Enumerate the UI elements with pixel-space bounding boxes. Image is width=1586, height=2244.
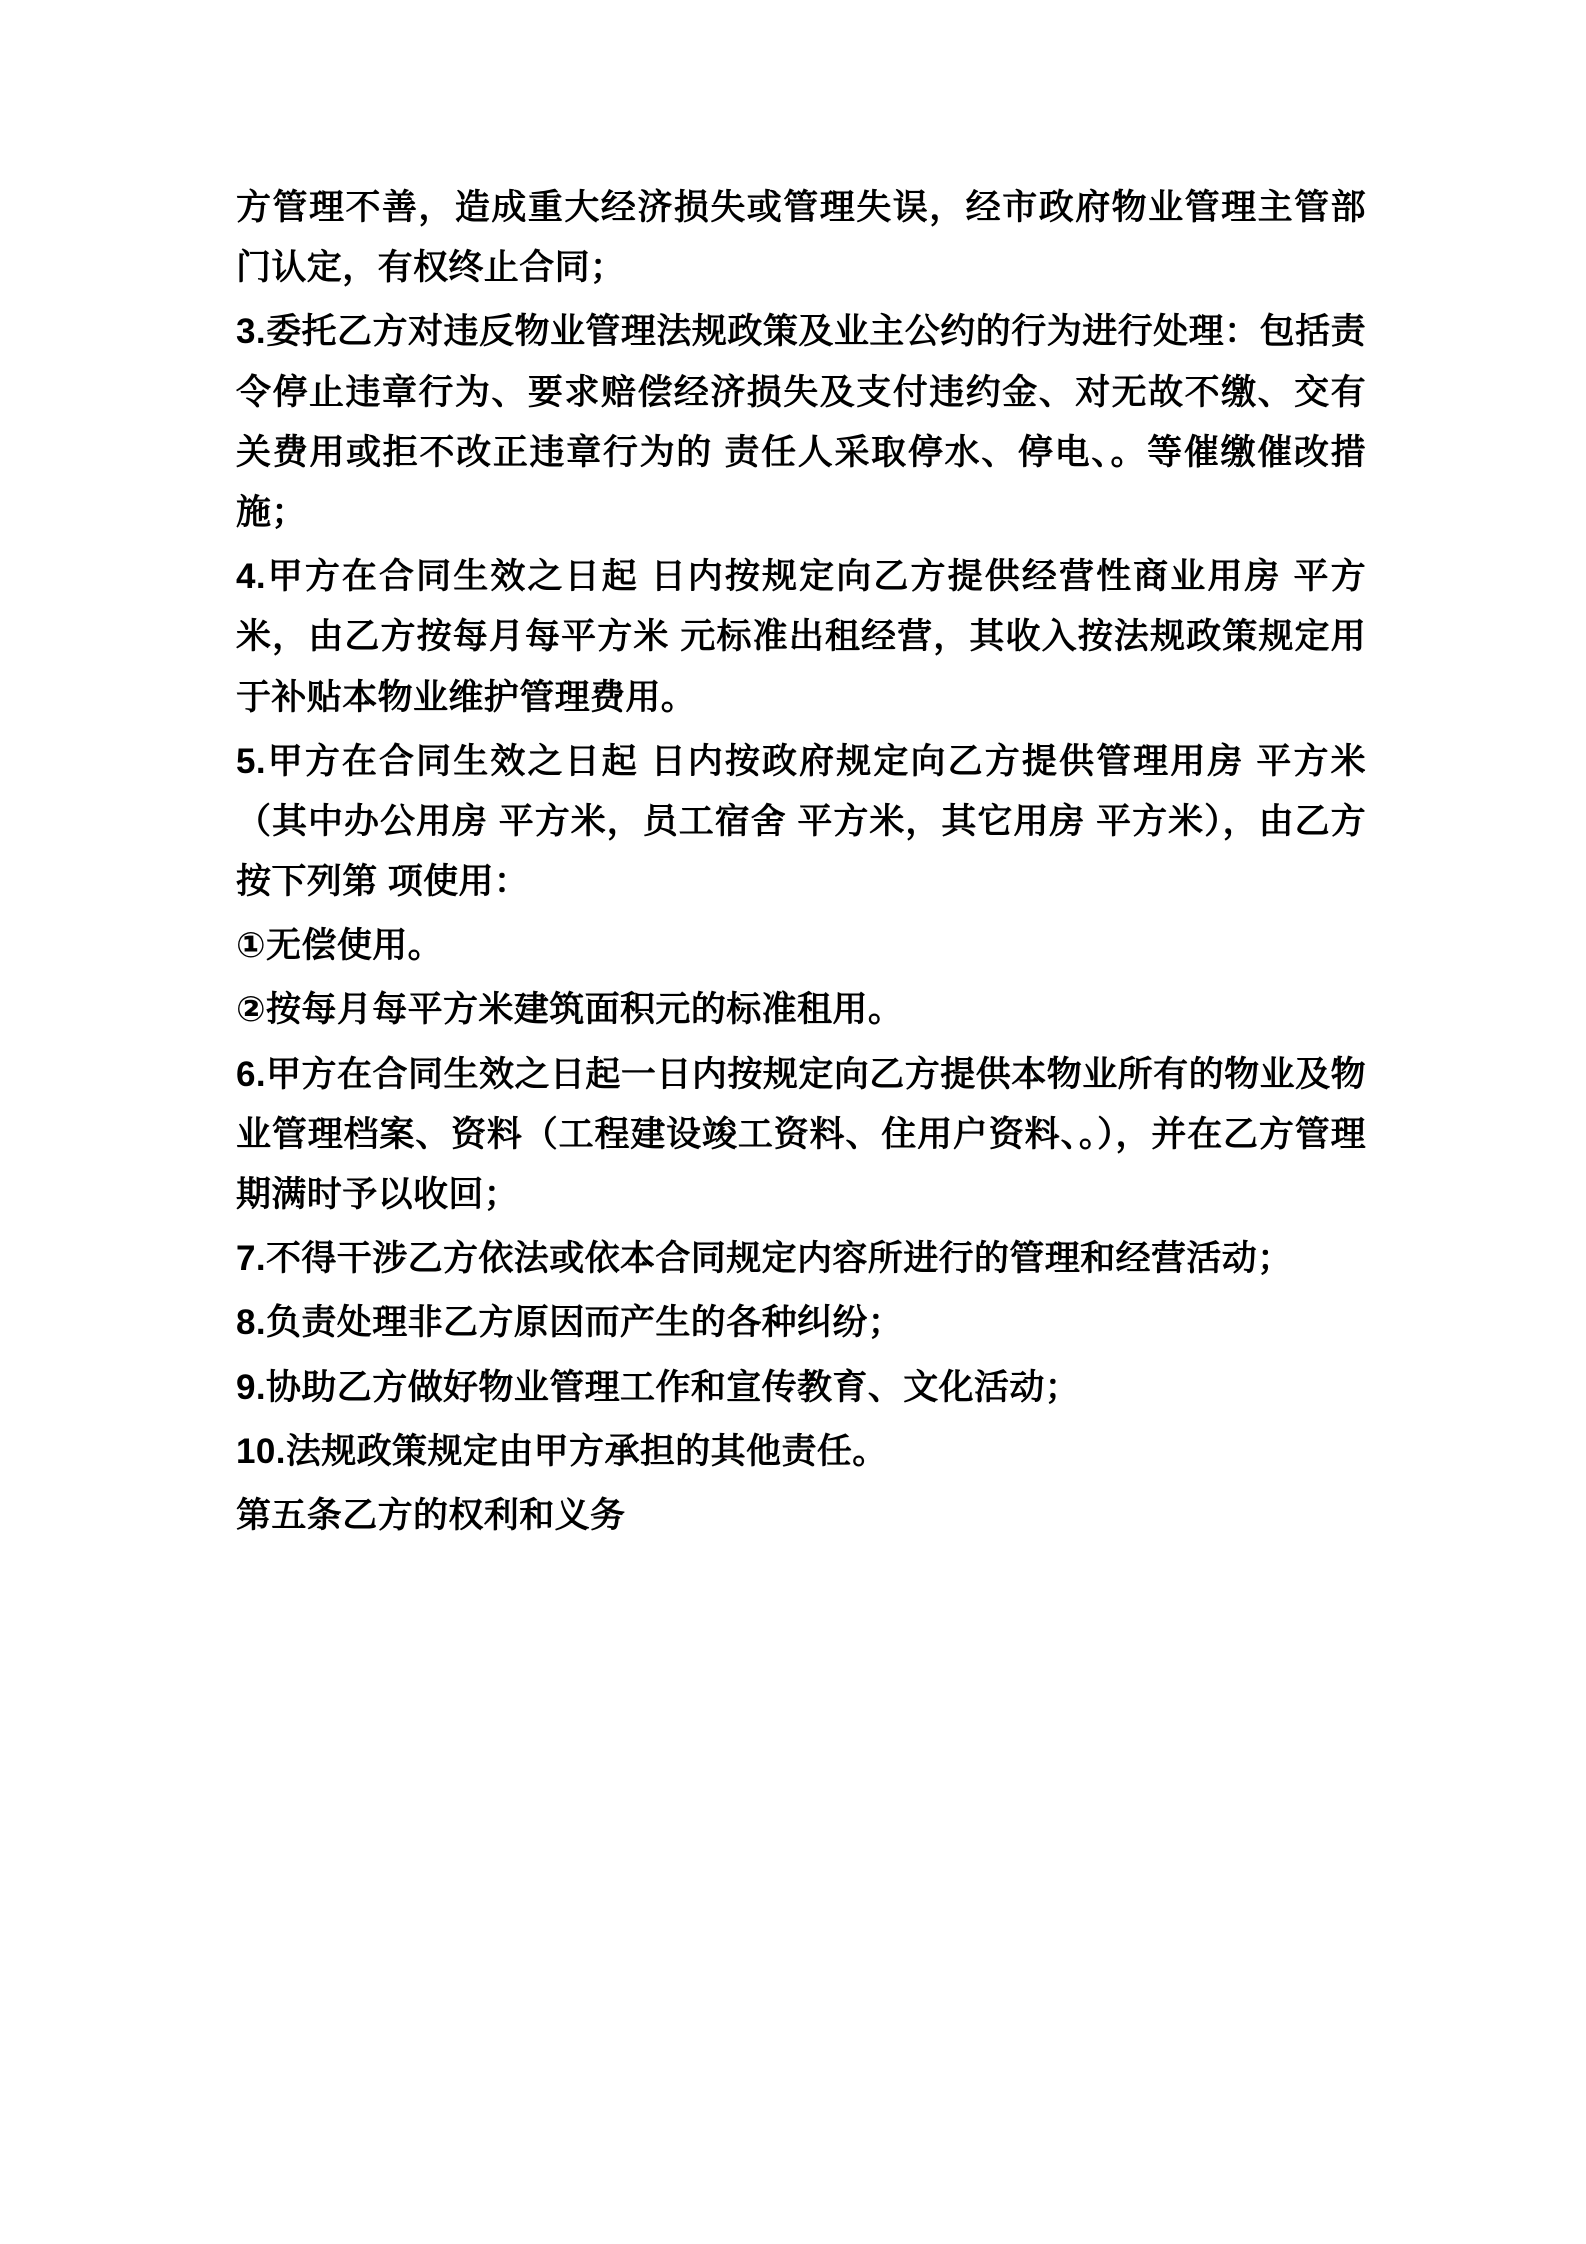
- paragraph-option-2: ②按每月每平方米建筑面积元的标准租用。: [236, 990, 904, 1030]
- paragraph-item-5: 5.甲方在合同生效之日起 日内按政府规定向乙方提供管理用房 平方米（其中办公用房 平方米，员工宿舍 平方米，其它用房 平方米），由乙方按下列第 项使用：: [236, 741, 1366, 902]
- paragraph-item-8: 8.负责处理非乙方原因而产生的各种纠纷；: [236, 1303, 904, 1343]
- paragraph-item-4: 4.甲方在合同生效之日起 日内按规定向乙方提供经营性商业用房 平方米，由乙方按每月每平方米 元标准出租经营，其收入按法规政策规定用于补贴本物业维护管理费用。: [236, 557, 1366, 717]
- paragraph-item-9: 9.协助乙方做好物业管理工作和宣传教育、文化活动；: [236, 1367, 1081, 1407]
- paragraph-item-3: 3.委托乙方对违反物业管理法规政策及业主公约的行为进行处理：包括责令停止违章行为、要求赔偿经济损失及支付违约金、对无故不缴、交有关费用或拒不改正违章行为的 责任人采取停水、停电、。等催缴催改措施；: [236, 312, 1366, 532]
- paragraph-item-6: 6.甲方在合同生效之日起一日内按规定向乙方提供本物业所有的物业及物业管理档案、资料（工程建设竣工资料、住用户资料、。），并在乙方管理期满时予以收回；: [236, 1054, 1366, 1214]
- paragraph-item-7: 7.不得干涉乙方依法或依本合同规定内容所进行的管理和经营活动；: [236, 1239, 1293, 1279]
- paragraph-item-10: 10.法规政策规定由甲方承担的其他责任。: [236, 1431, 888, 1471]
- document-body: [236, 178, 1366, 1550]
- paragraph-continuation: 方管理不善，造成重大经济损失或管理失误，经市政府物业管理主管部门认定，有权终止合同；: [236, 188, 1366, 288]
- paragraph-option-1: ①无偿使用。: [236, 926, 444, 966]
- paragraph-section-five-heading: 第五条乙方的权利和义务: [236, 1495, 626, 1535]
